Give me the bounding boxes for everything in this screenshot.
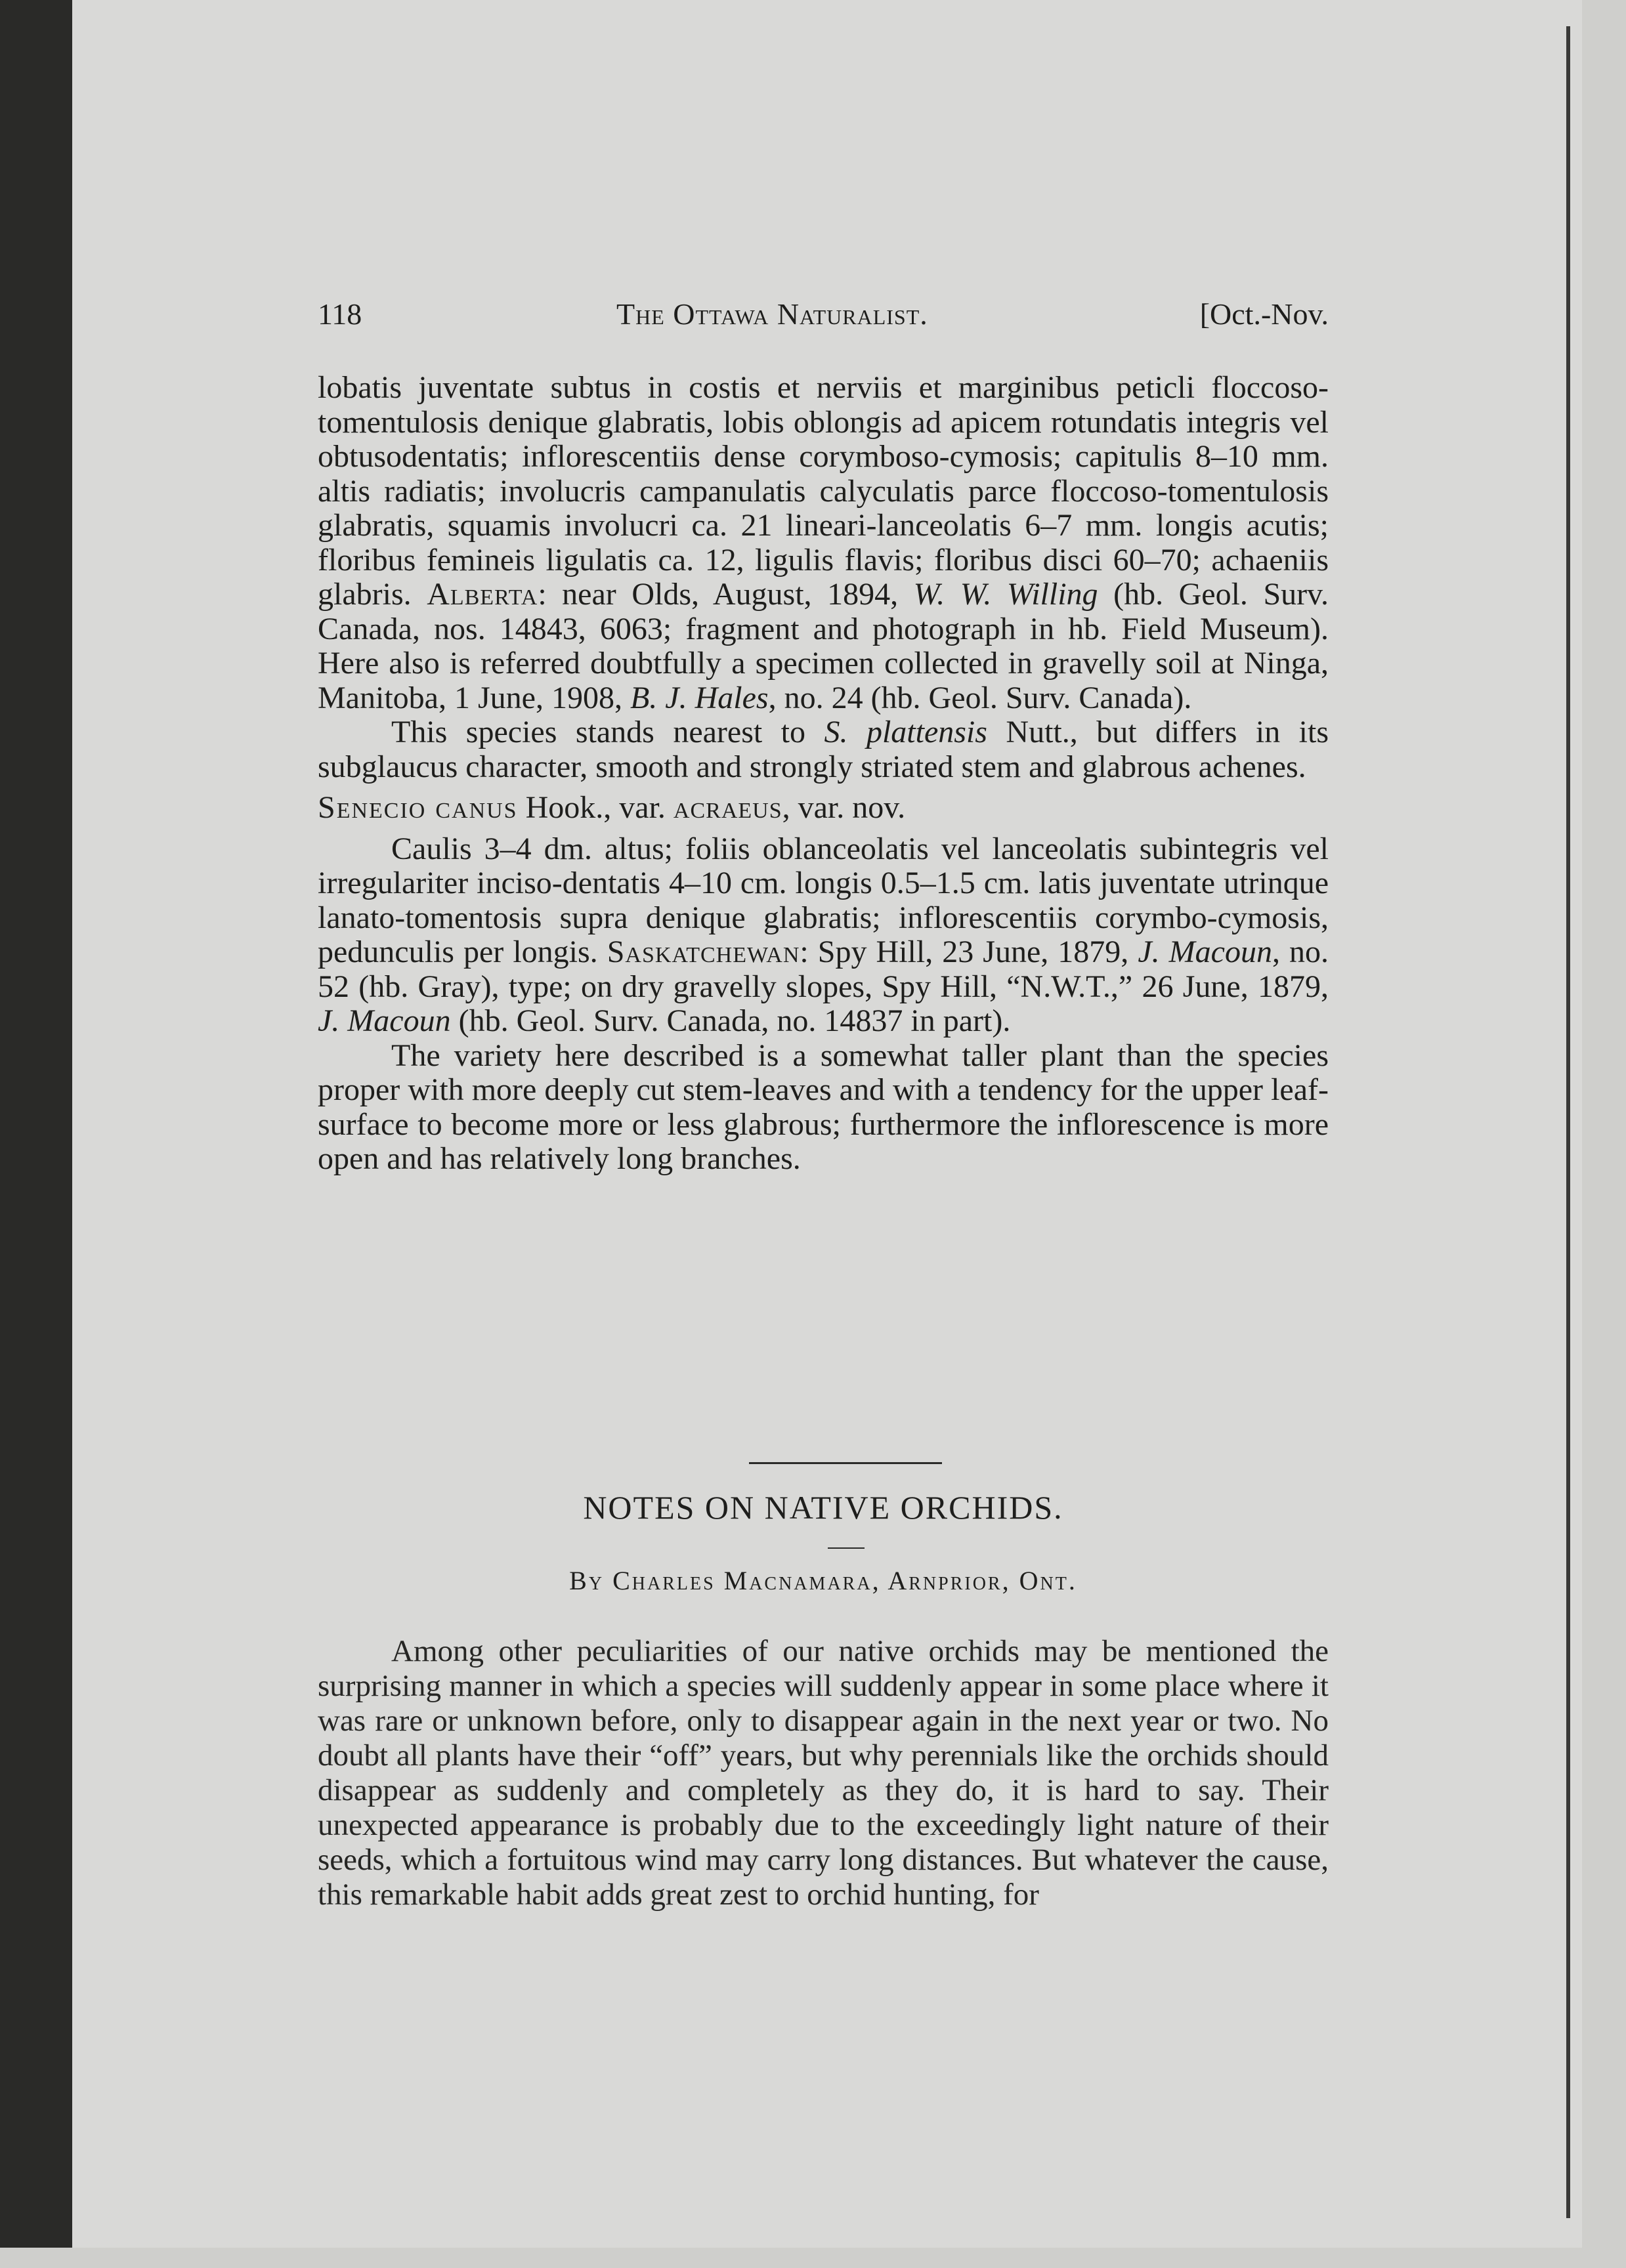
- article-byline: By Charles Macnamara, Arnprior, Ont.: [569, 1566, 1077, 1595]
- title-rule: [828, 1547, 865, 1549]
- article-title: NOTES ON NATIVE ORCHIDS.: [583, 1489, 1063, 1526]
- scan-margin: [0, 2248, 1582, 2268]
- variety-description-paragraph: Caulis 3–4 dm. altus; foliis oblanceolatis vel lanceolatis subintegris vel irregulariter inciso-dentatis 4–10 cm. longis 0.5–1.5 cm. latis juventate utrinque lanato-tomentosis supra denique glabratis; inflorescentiis corymbo-cymosis, pedunculis per longis. Saskatchewan: Spy Hill, 23 June, 1879, J. Macoun, no. 52 (hb. Gray), type; on dry gravelly slopes, Spy Hill, “N.W.T.,” 26 June, 1879, J. Macoun (hb. Geol. Surv. Canada, no. 14837 in part).: [318, 831, 1329, 1038]
- variety-heading: Senecio canus Hook., var. acraeus, var. nov.: [318, 790, 906, 825]
- collector-name: J. Macoun: [318, 1003, 451, 1038]
- adjacent-page-edge: [1582, 0, 1626, 2268]
- latin-description-paragraph: lobatis juventate subtus in costis et nerviis et marginibus peticli floccoso-tomentulosis denique glabratis, lobis oblongis ad apicem rotundatis integris vel obtusodentatis; inflorescentiis dense corymboso-cymosis; capitulis 8–10 mm. altis radiatis; involucris campanulatis calyculatis parce floccoso-tomentulosis glabratis, squamis involucri ca. 21 lineari-lanceolatis 6–7 mm. longis acutis; floribus femineis ligulatis ca. 12, ligulis flavis; floribus disci 60–70; achaeniis glabris. Alberta: near Olds, August, 1894, W. W. Willing (hb. Geol. Surv. Canada, nos. 14843, 6063; fragment and photograph in hb. Field Museum). Here also is referred doubtfully a specimen collected in gravelly soil at Ninga, Manitoba, 1 June, 1908, B. J. Hales, no. 24 (hb. Geol. Surv. Canada).: [318, 370, 1329, 715]
- comparison-paragraph: This species stands nearest to S. plattensis Nutt., but differs in its subglaucus character, smooth and strongly striated stem and glabrous achenes.: [318, 715, 1329, 784]
- species-name: S. plattensis: [824, 715, 987, 749]
- variety-remarks-paragraph: The variety here described is a somewhat taller plant than the species proper with more deeply cut stem-leaves and with a tendency for the upper leaf-surface to become more or less glabrous; furthermore the inflorescence is more open and has relatively long branches.: [318, 1038, 1329, 1176]
- article-paragraph: Among other peculiarities of our native orchids may be mentioned the surprising manner in which a species will suddenly appear in some place where it was rare or unknown before, only to disappear again in the next year or two. No doubt all plants have their “off” years, but why perennials like the orchids should disappear as suddenly and completely as they do, it is hard to say. Their unexpected appearance is probably due to the exceedingly light nature of their seeds, which a fortuitous wind may carry long distances. But whatever the cause, this remarkable habit adds great zest to orchid hunting, for: [318, 1634, 1329, 1912]
- collector-name: B. J. Hales: [630, 680, 769, 715]
- issue-date: [Oct.-Nov.: [1199, 297, 1329, 331]
- running-head: [318, 297, 1329, 336]
- binding-edge: [1566, 26, 1570, 2218]
- journal-title: The Ottawa Naturalist.: [616, 297, 928, 331]
- species-description: [318, 371, 1329, 1177]
- collector-name: J. Macoun: [1138, 934, 1272, 969]
- page-number: 118: [318, 297, 362, 331]
- collector-name: W. W. Willing: [913, 577, 1098, 612]
- locality-province: Saskatchewan: [607, 934, 800, 969]
- article-body: [318, 1634, 1329, 1912]
- locality-province: Alberta: [427, 577, 538, 612]
- section-divider: [749, 1462, 942, 1464]
